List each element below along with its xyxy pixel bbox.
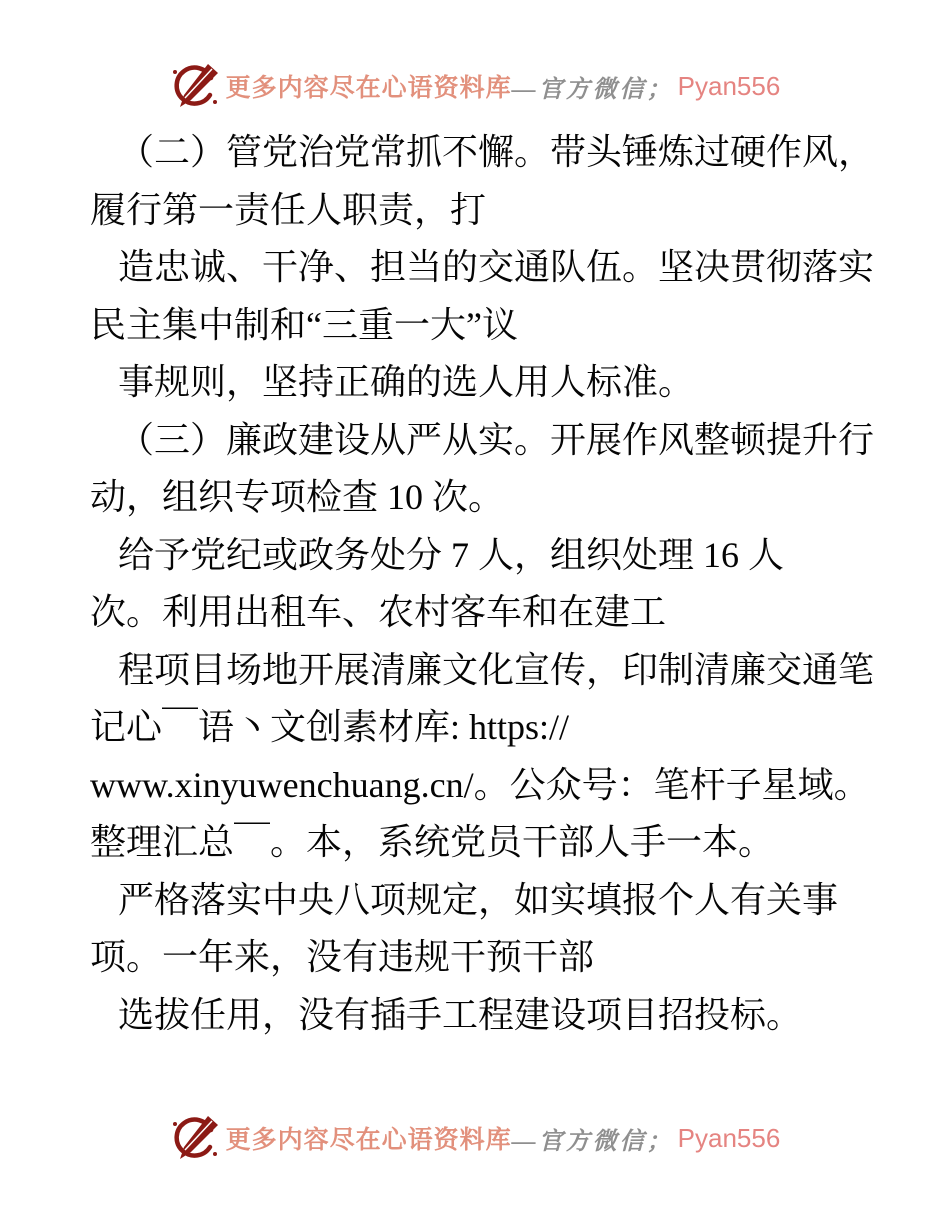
text-line: 民主集中制和“三重一大”议 [90, 304, 518, 345]
text-line: 整理汇总￣。本，系统党员干部人手一本。 [90, 822, 775, 862]
text-line: 选拔任用，没有插手工程建设项目招投标。 [118, 994, 803, 1035]
text-line: 项。一年来，没有违规干预干部 [90, 937, 595, 977]
watermark-wechat-label: —官方微信； [511, 1128, 674, 1155]
text-line: 严格落实中央八项规定，如实填报个人有关事 [118, 879, 839, 920]
watermark-brand-text: 更多内容尽在心语资料库 [225, 75, 512, 102]
text-line: （二）管党治党常抓不懈。带头锤炼过硬作风， [118, 132, 875, 172]
watermark-wechat-id: Pyan556 [677, 1122, 781, 1153]
footer-watermark [0, 1114, 950, 1162]
watermark-wechat-id: Pyan556 [677, 70, 781, 101]
pen-circle-logo-icon [170, 62, 220, 110]
text-line: 事规则，坚持正确的选人用人标准。 [118, 362, 695, 402]
text-line: 履行第一责任人职责，打 [90, 189, 487, 230]
header-watermark [0, 62, 950, 110]
pen-circle-logo-icon [170, 1114, 220, 1162]
text-line: 次。利用出租车、农村客车和在建工 [90, 592, 667, 632]
text-line: 程项目场地开展清廉文化宣传，印制清廉交通笔 [118, 649, 875, 690]
text-line: 动，组织专项检查 10 次。 [90, 477, 505, 517]
text-line: www.xinyuwenchuang.cn/。公众号：笔杆子星域。 [90, 764, 870, 805]
watermark-brand-text: 更多内容尽在心语资料库 [225, 1127, 512, 1154]
text-line: （三）廉政建设从严从实。开展作风整顿提升行 [118, 419, 875, 460]
text-line: 给予党纪或政务处分 7 人，组织处理 16 人 [118, 534, 785, 575]
watermark-wechat-label: —官方微信； [511, 76, 674, 103]
document-body [90, 124, 880, 1044]
text-line: 记心￣语丶文创素材库: https:// [90, 707, 570, 747]
text-line: 造忠诚、干净、担当的交通队伍。坚决贯彻落实 [118, 247, 875, 287]
